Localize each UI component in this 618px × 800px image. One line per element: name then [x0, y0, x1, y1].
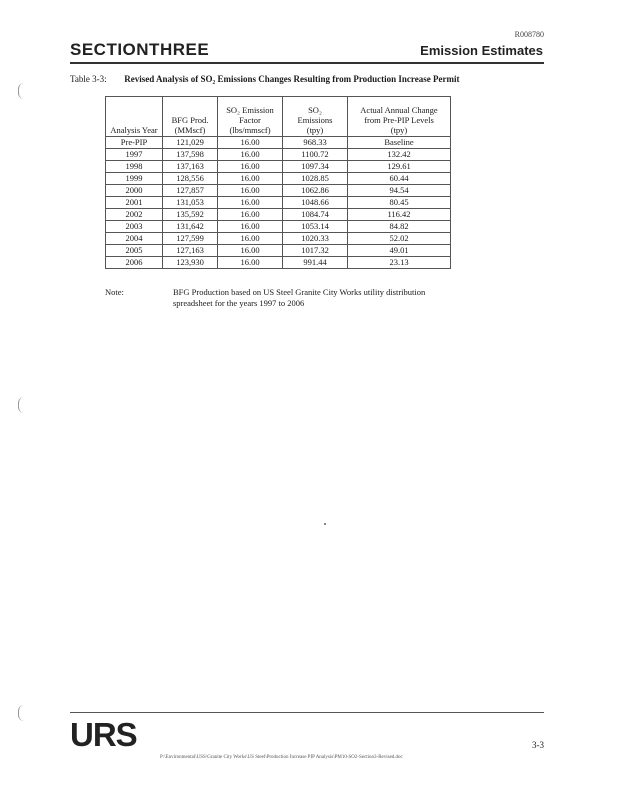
- table-cell: 1062.86: [283, 185, 348, 197]
- table-cell: 2003: [106, 221, 163, 233]
- column-header: [348, 97, 451, 137]
- table-cell: 16.00: [218, 173, 283, 185]
- table-cell: 16.00: [218, 161, 283, 173]
- column-header-line: SO₂: [308, 105, 322, 115]
- table-cell: 23.13: [348, 257, 451, 269]
- table-row: [106, 245, 451, 257]
- table-header-row: [106, 97, 451, 137]
- table-cell: Baseline: [348, 137, 451, 149]
- table-cell: 1028.85: [283, 173, 348, 185]
- table-cell: 2004: [106, 233, 163, 245]
- column-header: [106, 97, 163, 137]
- table-row: [106, 221, 451, 233]
- table-cell: 2000: [106, 185, 163, 197]
- table-cell: 127,163: [163, 245, 218, 257]
- table-cell: 1999: [106, 173, 163, 185]
- table-cell: 1020.33: [283, 233, 348, 245]
- column-header-line: (lbs/mmscf): [229, 125, 271, 135]
- table-row: [106, 149, 451, 161]
- column-header-line: SO₂ Emission: [226, 105, 274, 115]
- table-cell: 94.54: [348, 185, 451, 197]
- table-row: [106, 137, 451, 149]
- table-cell: 2001: [106, 197, 163, 209]
- column-header: [163, 97, 218, 137]
- table-cell: 121,029: [163, 137, 218, 149]
- table-cell: 16.00: [218, 221, 283, 233]
- punch-mark: [18, 397, 25, 413]
- table-cell: 16.00: [218, 257, 283, 269]
- table-row: [106, 233, 451, 245]
- emissions-table: [105, 96, 451, 269]
- table-cell: 132.42: [348, 149, 451, 161]
- table-cell: 16.00: [218, 233, 283, 245]
- table-cell: 123,930: [163, 257, 218, 269]
- table-cell: 1048.66: [283, 197, 348, 209]
- scan-speck: [324, 523, 326, 525]
- column-header-line: from Pre-PIP Levels: [364, 115, 434, 125]
- table-cell: 1100.72: [283, 149, 348, 161]
- table-row: [106, 173, 451, 185]
- table-cell: 2006: [106, 257, 163, 269]
- table-cell: 116.42: [348, 209, 451, 221]
- column-header-line: Factor: [239, 115, 261, 125]
- section-title: SECTIONTHREE: [70, 40, 210, 59]
- table-cell: 16.00: [218, 149, 283, 161]
- punch-mark: [18, 83, 25, 99]
- table-cell: 127,599: [163, 233, 218, 245]
- table-cell: 991.44: [283, 257, 348, 269]
- column-header-line: Emissions: [297, 115, 333, 125]
- table-row: [106, 209, 451, 221]
- table-cell: 137,598: [163, 149, 218, 161]
- table-cell: 2002: [106, 209, 163, 221]
- table-cell: 1097.34: [283, 161, 348, 173]
- page-id: R008780: [514, 30, 544, 39]
- table-note: [105, 287, 433, 309]
- table-cell: 968.33: [283, 137, 348, 149]
- column-header-line: (MMscf): [174, 125, 206, 135]
- column-header-line: (tpy): [306, 125, 324, 135]
- table-cell: 1998: [106, 161, 163, 173]
- table-cell: 1053.14: [283, 221, 348, 233]
- table-cell: 129.61: [348, 161, 451, 173]
- header-rule: [70, 62, 544, 64]
- table-row: [106, 161, 451, 173]
- table-cell: Pre-PIP: [106, 137, 163, 149]
- table-caption: [70, 74, 459, 84]
- column-header-line: (tpy): [390, 125, 408, 135]
- table-cell: 1997: [106, 149, 163, 161]
- table-cell: 16.00: [218, 245, 283, 257]
- table-cell: 127,857: [163, 185, 218, 197]
- footer-rule: [70, 712, 544, 713]
- note-label: Note:: [105, 287, 124, 297]
- table-row: [106, 185, 451, 197]
- table-cell: 16.00: [218, 185, 283, 197]
- page-number: 3-3: [532, 740, 544, 750]
- table-cell: 52.02: [348, 233, 451, 245]
- table-cell: 16.00: [218, 209, 283, 221]
- table-cell: 128,556: [163, 173, 218, 185]
- table-caption-label: Table 3-3:: [70, 74, 107, 84]
- column-header-line: Analysis Year: [110, 125, 158, 135]
- table-cell: 1084.74: [283, 209, 348, 221]
- punch-mark: [18, 705, 25, 721]
- table-cell: 131,642: [163, 221, 218, 233]
- column-header: [283, 97, 348, 137]
- company-logo: URS: [70, 716, 137, 753]
- table-cell: 80.45: [348, 197, 451, 209]
- table-cell: 131,053: [163, 197, 218, 209]
- footer-file-path: P:\Environmental\USS\Granite City Works\US Steel\Production Increase PIP Analysis\PM10-SO2-Section3-Revised.doc: [160, 755, 403, 760]
- note-text: BFG Production based on US Steel Granite City Works utility distribution spreadsheet for the years 1997 to 2006: [173, 287, 426, 308]
- table-row: [106, 257, 451, 269]
- table-cell: 49.01: [348, 245, 451, 257]
- table-cell: 16.00: [218, 197, 283, 209]
- table-cell: 60.44: [348, 173, 451, 185]
- column-header-line: BFG Prod.: [171, 115, 209, 125]
- table-cell: 137,163: [163, 161, 218, 173]
- table-cell: 1017.32: [283, 245, 348, 257]
- table-body: [106, 137, 451, 269]
- table-cell: 2005: [106, 245, 163, 257]
- table-caption-title: Revised Analysis of SO₂ Emissions Changes Resulting from Production Increase Permit: [124, 74, 460, 84]
- column-header: [218, 97, 283, 137]
- table-cell: 16.00: [218, 137, 283, 149]
- section-subtitle: Emission Estimates: [420, 43, 543, 58]
- table-row: [106, 197, 451, 209]
- table-cell: 135,592: [163, 209, 218, 221]
- table-cell: 84.82: [348, 221, 451, 233]
- column-header-line: Actual Annual Change: [360, 105, 438, 115]
